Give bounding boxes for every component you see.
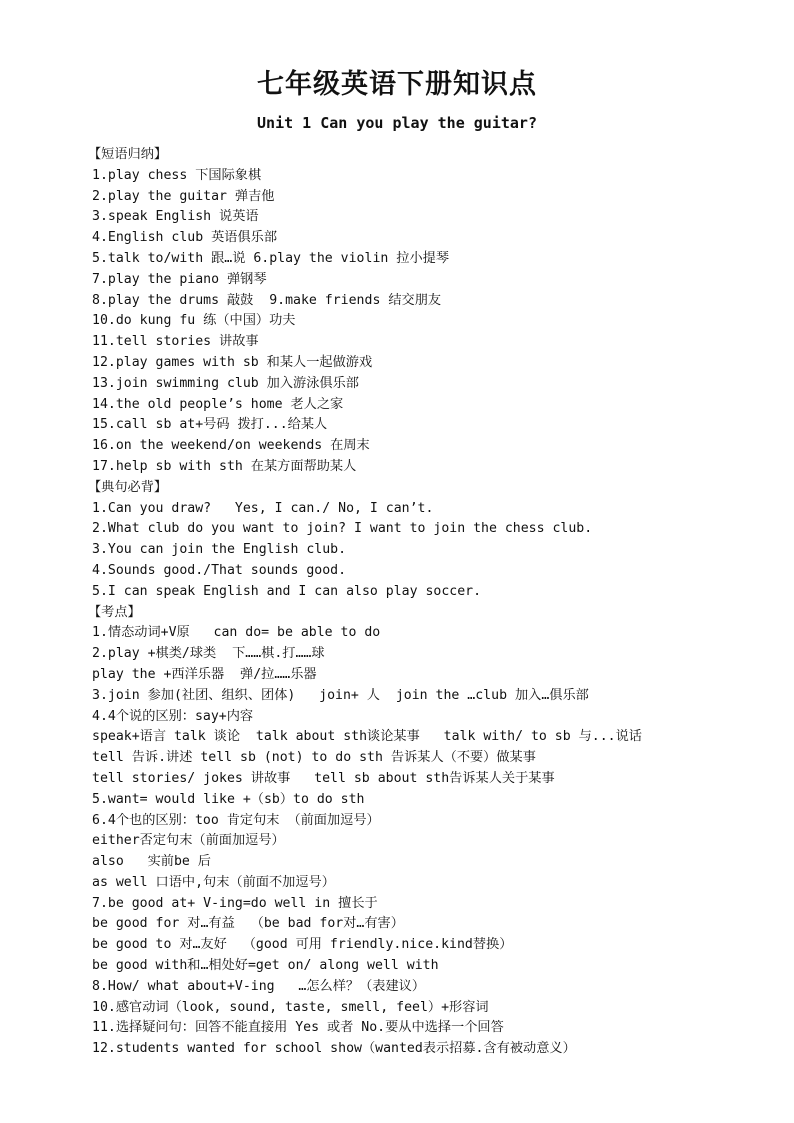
- document-title: 七年级英语下册知识点: [257, 69, 537, 100]
- unit-title: Unit 1 Can you play the guitar?: [257, 114, 537, 132]
- point-item: also 实前be 后: [92, 854, 211, 870]
- point-item: as well 口语中,句末（前面不加逗号）: [92, 874, 335, 890]
- phrase-item: 13.join swimming club 加入游泳俱乐部: [92, 375, 359, 391]
- point-item: be good with和…相处好=get on/ along well with: [92, 958, 439, 974]
- point-item: 8.How/ what about+V-ing …怎么样？（表建议）: [92, 978, 426, 994]
- phrase-item: 4.English club 英语俱乐部: [92, 230, 278, 246]
- point-item: 11.选择疑问句：回答不能直接用 Yes 或者 No.要从中选择一个回答: [92, 1020, 504, 1036]
- section-header-sentences: 【典句必背】: [88, 479, 168, 495]
- point-item: be good to 对…友好 （good 可用 friendly.nice.kind替换）: [92, 937, 513, 953]
- point-item: play the +西洋乐器 弹/拉……乐器: [92, 666, 317, 682]
- sentence-item: 3.You can join the English club.: [92, 542, 347, 558]
- phrase-item: 5.talk to/with 跟…说 6.play the violin 拉小提琴: [92, 250, 450, 266]
- phrase-item: 16.on the weekend/on weekends 在周末: [92, 438, 370, 454]
- point-item: 7.be good at+ V-ing=do well in 擅长于: [92, 895, 378, 911]
- point-item: 5.want= would like +（sb）to do sth: [92, 791, 365, 807]
- point-item: tell 告诉.讲述 tell sb (not) to do sth 告诉某人（不要）做某事: [92, 750, 536, 766]
- point-item: 10.感官动词（look, sound, taste, smell, feel）+形容词: [92, 999, 489, 1015]
- point-item: 3.join 参加(社团、组织、团体) join+ 人 join the …club 加入…俱乐部: [92, 687, 589, 703]
- sentence-item: 4.Sounds good./That sounds good.: [92, 562, 347, 578]
- section-header-points: 【考点】: [88, 604, 141, 620]
- phrase-item: 7.play the piano 弹钢琴: [92, 271, 267, 287]
- phrase-item: 14.the old people’s home 老人之家: [92, 396, 344, 412]
- point-item: either否定句末（前面加逗号）: [92, 833, 285, 849]
- phrase-item: 1.play chess 下国际象棋: [92, 167, 262, 183]
- phrase-item: 3.speak English 说英语: [92, 209, 259, 225]
- phrase-item: 2.play the guitar 弹吉他: [92, 188, 275, 204]
- point-item: tell stories/ jokes 讲故事 tell sb about sth告诉某人关于某事: [92, 770, 555, 786]
- phrase-item: 12.play games with sb 和某人一起做游戏: [92, 354, 373, 370]
- sentence-item: 5.I can speak English and I can also play soccer.: [92, 583, 482, 599]
- point-item: 2.play +棋类/球类 下……棋.打……球: [92, 646, 325, 662]
- phrase-item: 10.do kung fu 练（中国）功夫: [92, 313, 296, 329]
- phrase-item: 17.help sb with sth 在某方面帮助某人: [92, 458, 357, 474]
- section-header-phrases: 【短语归纳】: [88, 147, 168, 162]
- phrase-item: 15.call sb at+号码 拨打...给某人: [92, 417, 328, 433]
- sentence-item: 1.Can you draw? Yes, I can./ No, I can’t.: [92, 500, 434, 516]
- point-item: 12.students wanted for school show（wanted表示招募.含有被动意义）: [92, 1041, 576, 1057]
- sentence-item: 2.What club do you want to join? I want to join the chess club.: [92, 521, 593, 537]
- point-item: 4.4个说的区别：say+内容: [92, 708, 254, 724]
- point-item: 1.情态动词+V原 can do= be able to do: [92, 625, 381, 641]
- document-body: [88, 145, 782, 1060]
- phrase-item: 11.tell stories 讲故事: [92, 334, 259, 350]
- phrase-item: 8.play the drums 敲鼓 9.make friends 结交朋友: [92, 292, 442, 308]
- point-item: 6.4个也的区别：too 肯定句末 （前面加逗号）: [92, 812, 380, 828]
- point-item: speak+语言 talk 谈论 talk about sth谈论某事 talk with/ to sb 与...说话: [92, 729, 642, 745]
- point-item: be good for 对…有益 （be bad for对…有害）: [92, 916, 404, 932]
